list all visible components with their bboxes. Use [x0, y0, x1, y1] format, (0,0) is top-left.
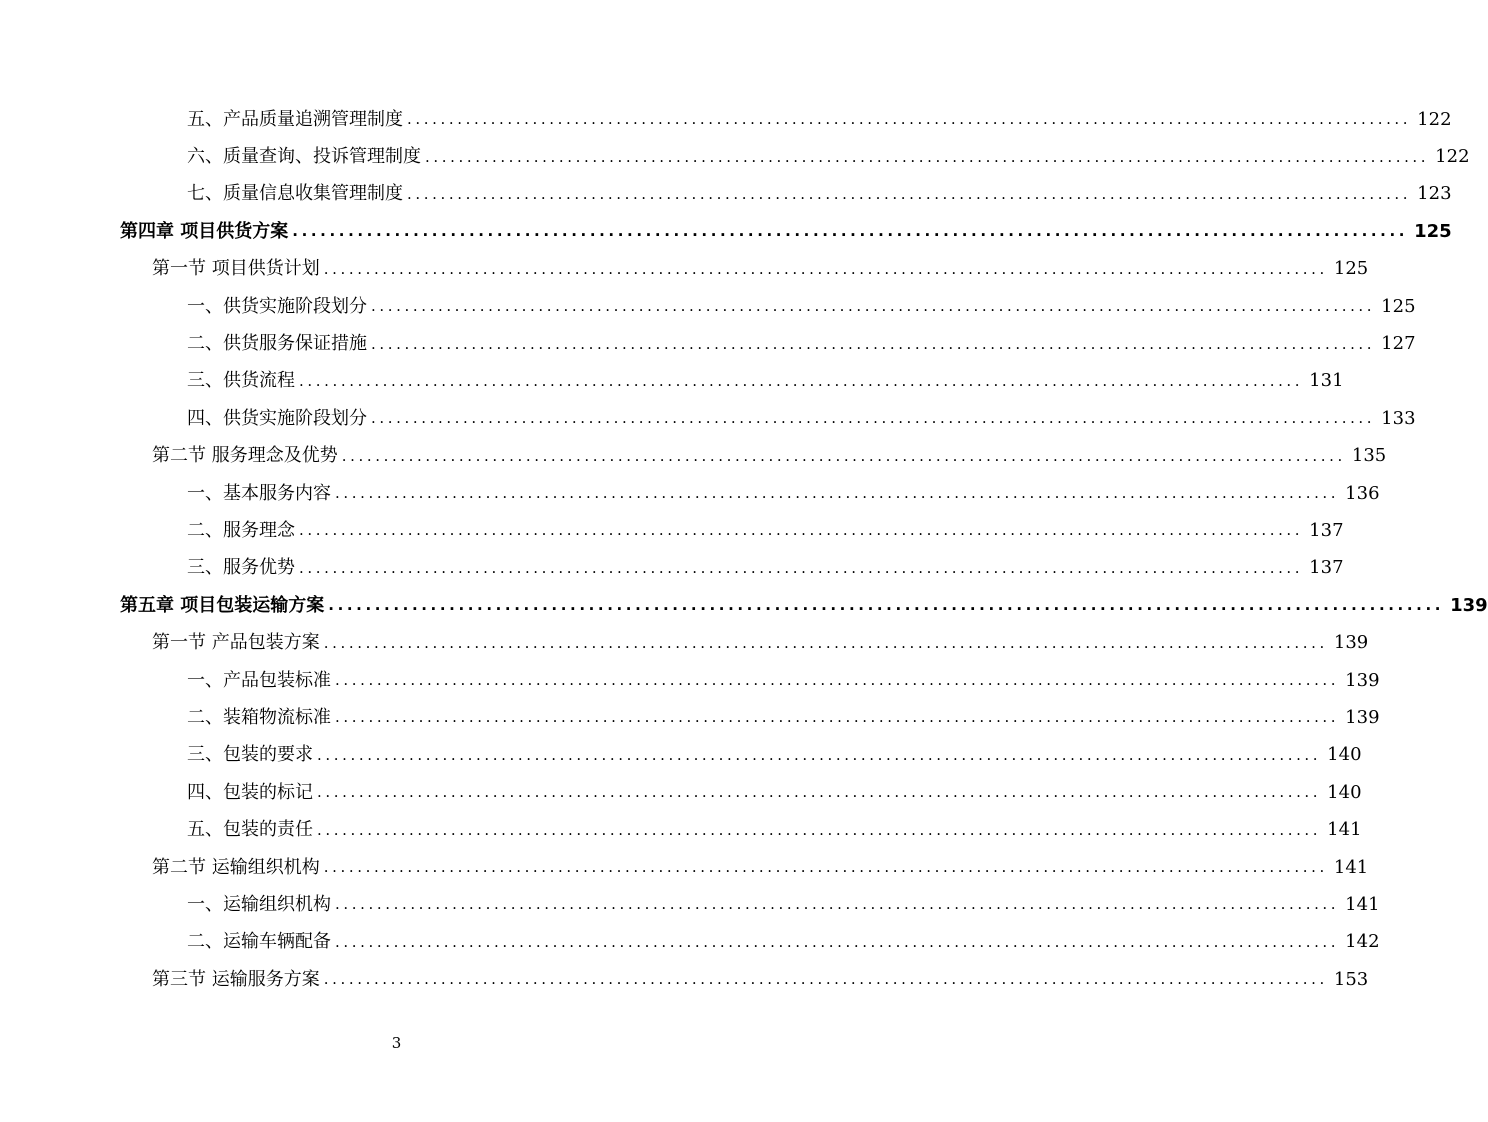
toc-entry-page: 123 [1417, 183, 1452, 205]
toc-entry-page: 141 [1345, 893, 1380, 915]
toc-entry-title: 第五章 项目包装运输方案 [120, 594, 325, 616]
toc-entry-title: 四、包装的标记 [187, 781, 313, 803]
toc-entry-page: 139 [1450, 594, 1488, 616]
toc-entry-page: 140 [1327, 781, 1362, 803]
toc-subsection-entry[interactable] [0, 662, 1380, 699]
toc-leader-dots: ........................................................................................................................ [425, 147, 1430, 166]
toc-entry-title: 一、基本服务内容 [187, 482, 331, 504]
toc-entry-title: 第一节 产品包装方案 [152, 632, 320, 654]
toc-leader-dots: ........................................................................................................................ [407, 110, 1412, 129]
toc-section-entry[interactable] [0, 624, 1369, 661]
toc-leader-dots: ........................................................................................................................ [317, 783, 1322, 802]
toc-entry-title: 第一节 项目供货计划 [152, 258, 320, 280]
toc-entry-page: 142 [1345, 931, 1380, 953]
toc-entry-page: 133 [1381, 407, 1416, 429]
toc-leader-dots: ........................................................................................................................ [335, 895, 1340, 914]
toc-leader-dots: ........................................................................................................................ [317, 745, 1322, 764]
toc-entry-page: 127 [1381, 333, 1416, 355]
toc-entry-page: 139 [1345, 706, 1380, 728]
toc-section-entry[interactable] [0, 438, 1387, 475]
toc-leader-dots: ........................................................................................................................ [335, 671, 1340, 690]
toc-leader-dots: ........................................................................................................................ [407, 184, 1412, 203]
toc-entry-page: 141 [1327, 819, 1362, 841]
toc-entry-page: 122 [1435, 146, 1470, 168]
toc-subsection-entry[interactable] [0, 924, 1380, 961]
toc-subsection-entry[interactable] [0, 101, 1452, 138]
toc-leader-dots: ........................................................................................................................ [323, 970, 1328, 989]
toc-entry-page: 139 [1345, 669, 1380, 691]
toc-entry-title: 二、服务理念 [187, 519, 295, 541]
toc-leader-dots: ........................................................................................................................ [371, 409, 1376, 428]
toc-chapter-entry[interactable] [0, 213, 1452, 250]
toc-entry-page: 125 [1333, 258, 1369, 280]
toc-entry-page: 137 [1309, 557, 1344, 579]
toc-entry-title: 三、供货流程 [187, 370, 295, 392]
toc-subsection-entry[interactable] [0, 811, 1362, 848]
toc-entry-title: 二、装箱物流标准 [187, 706, 331, 728]
toc-entry-title: 第二节 服务理念及优势 [152, 445, 338, 467]
toc-leader-dots: ........................................................................................................................ [323, 633, 1328, 652]
toc-leader-dots: ........................................................................................................................ [335, 708, 1340, 727]
toc-leader-dots: ........................................................................................................................ [292, 222, 1409, 241]
toc-subsection-entry[interactable] [0, 176, 1452, 213]
toc-entry-title: 三、包装的要求 [187, 744, 313, 766]
toc-entry-page: 141 [1333, 856, 1369, 878]
toc-section-entry[interactable] [0, 849, 1369, 886]
toc-subsection-entry[interactable] [0, 774, 1362, 811]
toc-entry-title: 一、运输组织机构 [187, 893, 331, 915]
toc-entry-title: 第四章 项目供货方案 [120, 220, 289, 242]
toc-entry-title: 六、质量查询、投诉管理制度 [187, 146, 421, 168]
toc-chapter-entry[interactable] [0, 587, 1488, 624]
toc-entry-page: 125 [1381, 295, 1416, 317]
toc-subsection-entry[interactable] [0, 512, 1344, 549]
toc-entry-page: 137 [1309, 519, 1344, 541]
toc-leader-dots: ........................................................................................................................ [323, 858, 1328, 876]
toc-entry-title: 五、包装的责任 [187, 819, 313, 841]
toc-leader-dots: ........................................................................................................................ [328, 596, 1445, 615]
toc-leader-dots: ........................................................................................................................ [335, 484, 1340, 503]
toc-subsection-entry[interactable] [0, 475, 1380, 512]
toc-entry-page: 136 [1345, 482, 1380, 504]
toc-leader-dots: ........................................................................................................................ [317, 820, 1322, 839]
toc-entry-title: 第三节 运输服务方案 [152, 968, 320, 990]
toc-subsection-entry[interactable] [0, 886, 1380, 923]
toc-entry-page: 153 [1333, 968, 1369, 990]
toc-subsection-entry[interactable] [0, 737, 1362, 774]
page-number: 3 [391, 1034, 402, 1052]
toc-subsection-entry[interactable] [0, 400, 1416, 437]
toc-entry-title: 四、供货实施阶段划分 [187, 407, 367, 429]
toc-entry-title: 三、服务优势 [187, 557, 295, 579]
toc-subsection-entry[interactable] [0, 325, 1416, 362]
toc-entry-title: 一、产品包装标准 [187, 669, 331, 691]
table-of-contents [0, 101, 1488, 998]
toc-entry-title: 七、质量信息收集管理制度 [187, 183, 403, 205]
toc-subsection-entry[interactable] [0, 550, 1344, 587]
toc-section-entry[interactable] [0, 961, 1369, 998]
toc-leader-dots: ........................................................................................................................ [299, 521, 1304, 540]
toc-leader-dots: ........................................................................................................................ [299, 371, 1304, 390]
toc-leader-dots: ........................................................................................................................ [299, 558, 1304, 577]
toc-subsection-entry[interactable] [0, 363, 1344, 400]
toc-entry-page: 122 [1417, 108, 1452, 130]
toc-entry-page: 139 [1333, 632, 1369, 654]
toc-entry-title: 一、供货实施阶段划分 [187, 295, 367, 317]
toc-subsection-entry[interactable] [0, 138, 1470, 175]
toc-leader-dots: ........................................................................................................................ [335, 932, 1340, 951]
toc-entry-title: 第二节 运输组织机构 [152, 856, 320, 878]
toc-subsection-entry[interactable] [0, 288, 1416, 325]
toc-entry-title: 二、运输车辆配备 [187, 931, 331, 953]
toc-entry-page: 125 [1414, 220, 1452, 242]
toc-section-entry[interactable] [0, 251, 1369, 288]
toc-entry-title: 五、产品质量追溯管理制度 [187, 108, 403, 130]
toc-leader-dots: ........................................................................................................................ [371, 334, 1376, 353]
toc-leader-dots: ........................................................................................................................ [371, 297, 1376, 316]
toc-entry-page: 131 [1309, 370, 1344, 392]
toc-subsection-entry[interactable] [0, 699, 1380, 736]
toc-entry-title: 二、供货服务保证措施 [187, 333, 367, 355]
toc-entry-page: 135 [1351, 445, 1387, 467]
toc-entry-page: 140 [1327, 744, 1362, 766]
toc-leader-dots: ........................................................................................................................ [341, 446, 1346, 465]
toc-leader-dots: ........................................................................................................................ [323, 259, 1328, 278]
